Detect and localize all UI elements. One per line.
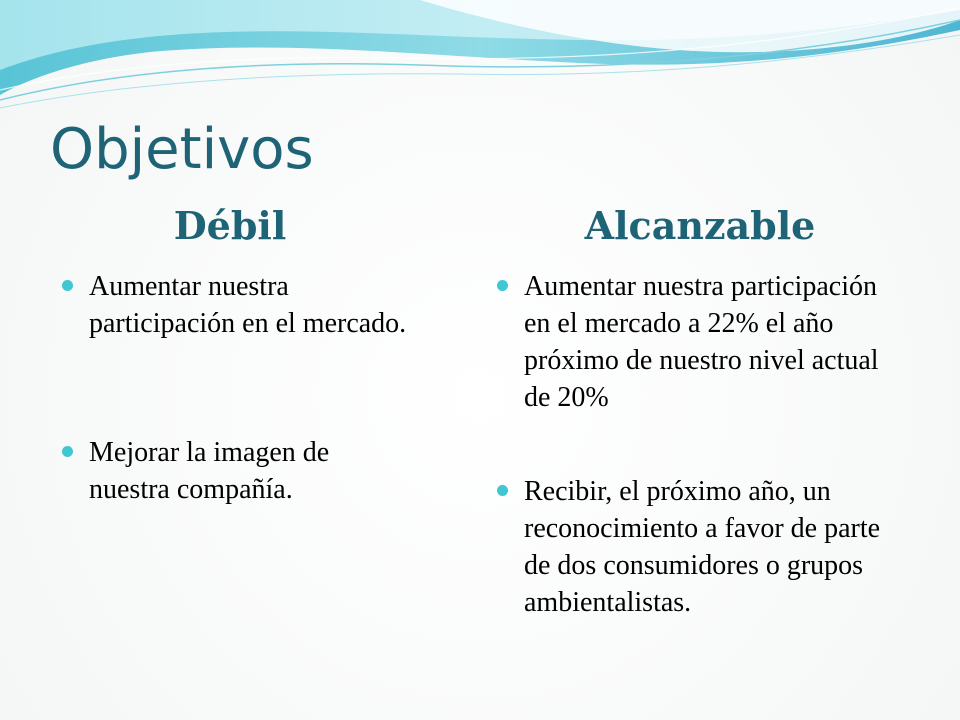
objective-text: Aumentar nuestra participación en el mercado a 22% el año próximo de nuestro nivel actual de 20% (524, 271, 879, 413)
column-heading-achievable: Alcanzable (584, 203, 816, 248)
list-item (497, 473, 907, 621)
column-heading-weak: Débil (173, 203, 287, 248)
list-item (62, 268, 407, 342)
objective-text: Recibir, el próximo año, un reconocimiento a favor de parte de dos consumidores o grupos ambientalistas. (524, 476, 881, 618)
weak-objectives-list (62, 268, 407, 508)
bullet-dot-icon (62, 446, 73, 457)
list-item (62, 434, 407, 508)
bullet-dot-icon (497, 485, 508, 496)
achievable-objectives-list (497, 268, 907, 621)
slide-title: Objetivos (50, 117, 314, 182)
objective-text: Aumentar nuestra participación en el mercado. (89, 271, 407, 339)
list-item (497, 268, 907, 416)
wave-decoration (0, 0, 960, 130)
bullet-dot-icon (497, 280, 508, 291)
objective-text: Mejorar la imagen de nuestra compañía. (89, 437, 330, 505)
bullet-dot-icon (62, 280, 73, 291)
